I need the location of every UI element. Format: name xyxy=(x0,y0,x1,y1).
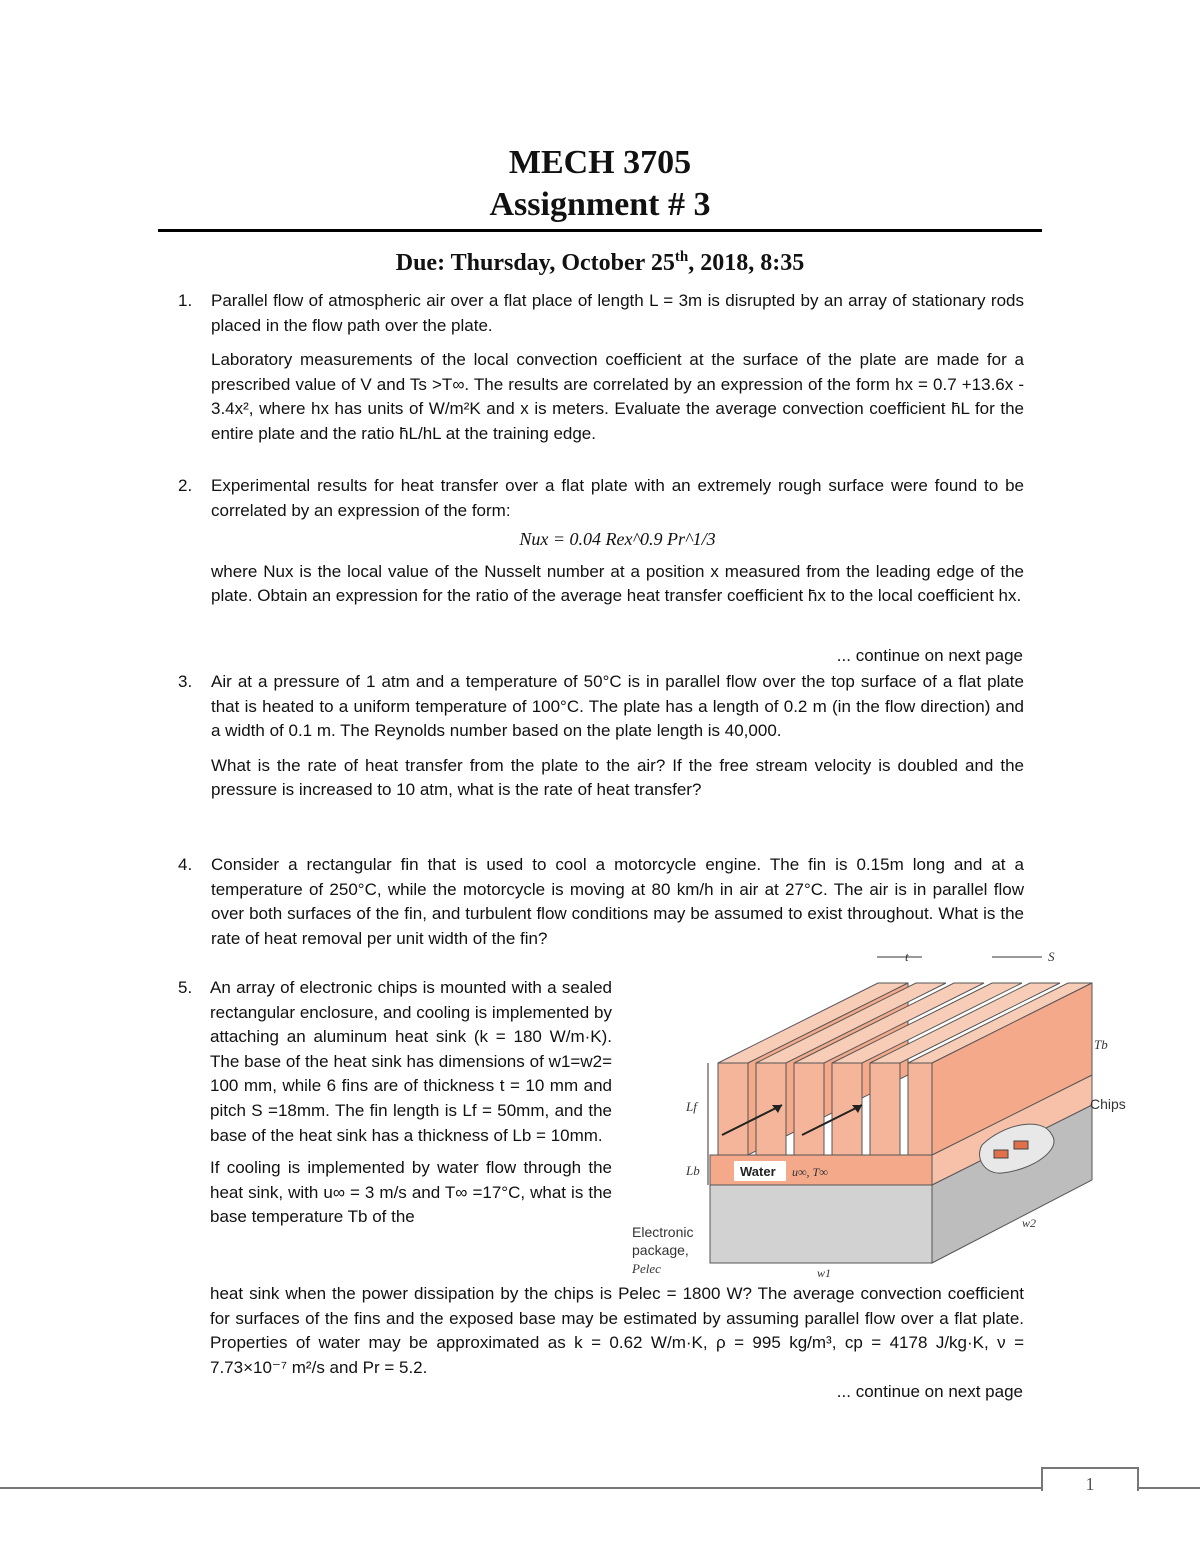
footer-rule-left xyxy=(0,1487,1041,1489)
question-number: 1. xyxy=(178,291,193,310)
question-number: 2. xyxy=(178,476,193,495)
label-tb: Tb xyxy=(1094,1037,1108,1052)
label-water: Water xyxy=(740,1164,776,1179)
question-3-body: What is the rate of heat transfer from the plate to the air? If the free stream velocity is doubled and the pressure is increased to 10 atm, what is the rate of heat transfer? xyxy=(211,755,1024,800)
footer-rule-right xyxy=(1137,1487,1200,1489)
question-number: 3. xyxy=(178,672,193,691)
due-date xyxy=(0,249,1200,277)
label-lb: Lb xyxy=(686,1163,700,1178)
label-pelec: Pelec xyxy=(632,1261,661,1276)
label-w1: w1 xyxy=(817,1266,832,1280)
question-1 xyxy=(178,289,1024,457)
question-2-body: where Nux is the local value of the Nusselt number at a position x measured from the leading edge of the plate. Obtain an expression for the ratio of the average heat transfer coefficient h̄x to the local coefficient hx. xyxy=(211,561,1024,606)
label-package-1: Electronic xyxy=(632,1224,694,1240)
question-3 xyxy=(178,670,1024,813)
due-suffix: , 2018, 8:35 xyxy=(688,250,805,276)
continue-note: ... continue on next page xyxy=(836,646,1023,665)
question-1-body: Laboratory measurements of the local convection coefficient at the surface of the plate are made for a prescribed value of V and Ts >T∞. The results are correlated by an expression of the form hx = 0.7 +13.6x - 3.4x², where hx has units of W/m²K and x is meters. Evaluate the average convection coefficient h̄L for the entire plate and the ratio h̄L/hL at the training edge. xyxy=(211,350,1024,443)
question-5 xyxy=(210,976,612,1238)
question-4-body: Consider a rectangular fin that is used to cool a motorcycle engine. The fin is 0.15m long and at a temperature of 250°C, while the motorcycle is moving at 80 km/h in air at 27°C. The air is in parallel flow over both surfaces of the fin, and turbulent flow conditions may be assumed to exist throughout. What is the rate of heat removal per unit width of the fin? xyxy=(211,855,1024,948)
page-number: 1 xyxy=(1085,1474,1095,1494)
nusselt-equation: Nux = 0.04 Rex^0.9 Pr^1/3 xyxy=(519,529,716,550)
label-s: S xyxy=(1048,949,1055,964)
question-number: 5. xyxy=(178,978,193,997)
label-t: t xyxy=(905,949,909,964)
base-front-face xyxy=(710,1185,932,1263)
question-2-intro: Experimental results for heat transfer over a flat plate with an extremely rough surface were found to be correlated by an expression of the form: xyxy=(211,476,1024,520)
heat-sink-figure xyxy=(622,945,1142,1285)
label-w2: w2 xyxy=(1022,1216,1037,1230)
chip-1 xyxy=(994,1150,1008,1158)
question-2 xyxy=(178,474,1024,609)
label-flow: u∞, T∞ xyxy=(792,1165,828,1179)
question-5-body-start: If cooling is implemented by water flow through the heat sink, with u∞ = 3 m/s and T∞ =17°C, what is the base temperature Tb of the xyxy=(210,1158,612,1227)
title-rule xyxy=(158,229,1042,232)
question-5-intro: An array of electronic chips is mounted with a sealed rectangular enclosure, and cooling is implemented by attaching an aluminum heat sink (k = 180 W/m·K). The base of the heat sink has dimensions of w1=w2= 100 mm, while 6 fins are of thickness t = 10 mm and pitch S =18mm. The fin length is Lf = 50mm, and the base of the heat sink has a thickness of Lb = 10mm. xyxy=(210,978,612,1145)
question-1-intro: Parallel flow of atmospheric air over a flat place of length L = 3m is disrupted by an array of stationary rods placed in the flow path over the plate. xyxy=(211,291,1024,335)
label-lf: Lf xyxy=(686,1099,697,1114)
label-package-2: package, xyxy=(632,1242,689,1258)
assignment-title: Assignment # 3 xyxy=(489,186,711,223)
continue-note: ... continue on next page xyxy=(836,1382,1023,1401)
question-number: 4. xyxy=(178,855,193,874)
question-3-intro: Air at a pressure of 1 atm and a temperature of 50°C is in parallel flow over the top surface of a flat plate that is heated to a uniform temperature of 100°C. The plate has a length of 0.2 m (in the flow direction) and a width of 0.1 m. The Reynolds number based on the plate length is 40,000. xyxy=(211,672,1024,741)
label-chips: Chips xyxy=(1090,1096,1126,1112)
due-prefix: Due: Thursday, October 25 xyxy=(395,250,675,276)
chip-2 xyxy=(1014,1141,1028,1149)
due-sup: th xyxy=(674,249,689,265)
question-5-body-end: heat sink when the power dissipation by the chips is Pelec = 1800 W? The average convection coefficient for surfaces of the fins and the exposed base may be estimated by assuming parallel flow over a flat plate. Properties of water may be approximated as k = 0.62 W/m·K, ρ = 995 kg/m³, cp = 4178 J/kg·K, ν = 7.73×10⁻⁷ m²/s and Pr = 5.2. xyxy=(210,1284,1024,1377)
course-title: MECH 3705 xyxy=(508,144,692,181)
